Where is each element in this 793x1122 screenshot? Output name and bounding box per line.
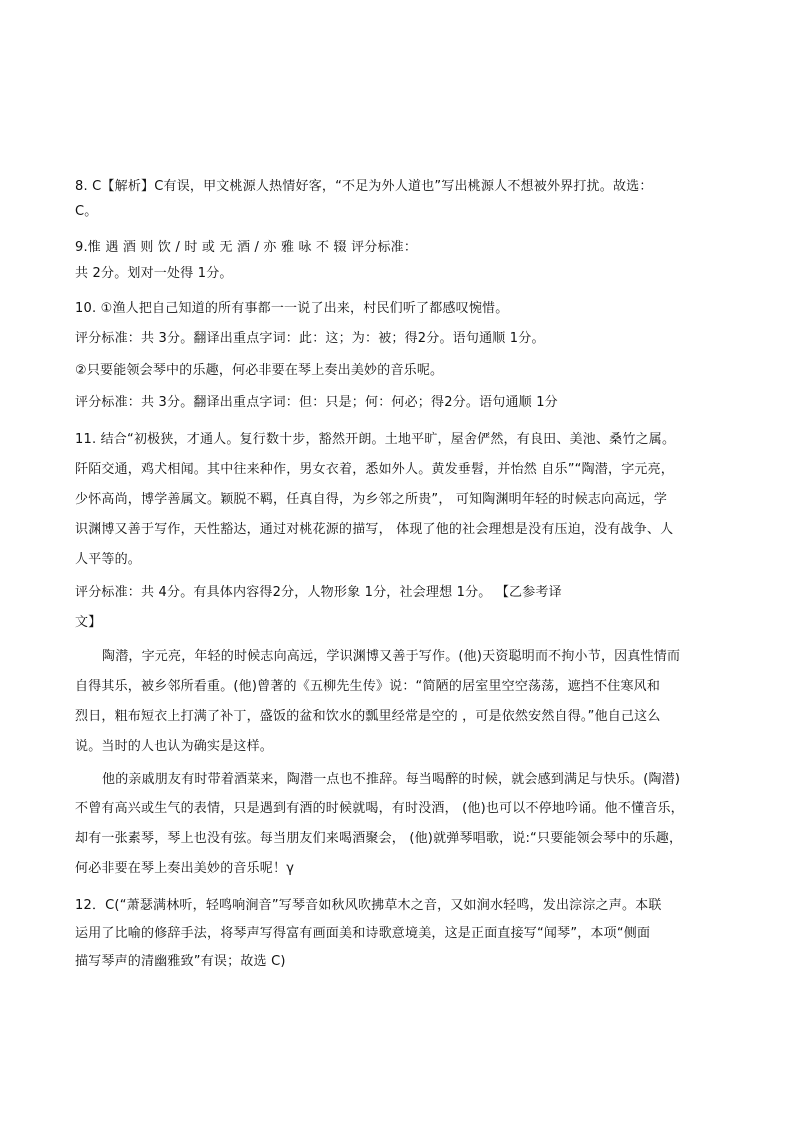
translation-p1-line-4: 说。当时的人也认为确实是这样。 bbox=[75, 739, 274, 754]
q11-line-6: 评分标准：共 4分。有具体内容得2分，人物形象 1分，社会理想 1分。 【乙参考译 bbox=[75, 585, 562, 600]
q8-line-1: 8. C【解析】C有误，甲文桃源人热情好客，“不足为外人道也”写出桃源人不想被外界打扰。故选： bbox=[75, 179, 653, 194]
q11-line-5: 人平等的。 bbox=[75, 552, 142, 567]
q11-line-2: 阡陌交通，鸡犬相闻。其中往来种作，男女衣着，悉如外人。黄发垂髫，并怡然 自乐”“陶潜，字元亮， bbox=[75, 462, 675, 477]
q11-line-3: 少怀高尚，博学善属文。颖脱不羁，任真自得，为乡邻之所贵”， 可知陶渊明年轻的时候志向高远，学 bbox=[75, 492, 668, 507]
translation-p1-line-1: 陶潜，字元亮，年轻的时候志向高远，学识渊博又善于写作。(他)天资聪明而不拘小节，因真性情而 bbox=[102, 649, 681, 664]
translation-p2-line-4: 何必非要在琴上奏出美妙的音乐呢！γ bbox=[75, 861, 295, 876]
q12-line-2: 运用了比喻的修辞手法，将琴声写得富有画面美和诗歌意境美，这是正面直接写“闻琴”，本项“侧面 bbox=[75, 926, 651, 941]
q8-line-2: C。 bbox=[75, 204, 98, 219]
translation-p2-line-3: 却有一张素琴，琴上也没有弦。每当朋友们来喝酒聚会， (他)就弹琴唱歌，说:“只要能领会琴中的乐趣， bbox=[75, 831, 683, 846]
q12-line-1: 12．C(“萧瑟满林听，轻鸣响涧音”写琴音如秋风吹拂草木之音，又如涧水轻鸣，发出淙淙之声。本联 bbox=[75, 898, 662, 913]
q10-line-4: 评分标准：共 3分。翻译出重点字词：但：只是；何：何必；得2分。语句通顺 1分 bbox=[75, 395, 558, 410]
translation-p2-line-2: 不曾有高兴或生气的表情，只是遇到有酒的时候就喝，有时没酒， (他)也可以不停地吟诵。他不懂音乐， bbox=[75, 801, 684, 816]
q10-line-2: 评分标准：共 3分。翻译出重点字词：此：这；为：被；得2分。语句通顺 1分。 bbox=[75, 331, 545, 346]
q10-line-1: 10. ①渔人把自己知道的所有事都一一说了出来，村民们听了都感叹惋惜。 bbox=[75, 301, 509, 316]
q11-line-7: 文】 bbox=[75, 615, 102, 630]
q11-line-4: 识渊博又善于写作，天性豁达，通过对桃花源的描写， 体现了他的社会理想是没有压迫，没有战争、人 bbox=[75, 522, 674, 537]
q12-line-3: 描写琴声的清幽雅致”有误；故选 C) bbox=[75, 954, 286, 969]
q10-line-3: ②只要能领会琴中的乐趣，何必非要在琴上奏出美妙的音乐呢。 bbox=[75, 363, 444, 378]
translation-p1-line-3: 烈日，粗布短衣上打满了补丁，盛饭的盆和饮水的瓢里经常是空的 ，可是依然安然自得。”他自己这么 bbox=[75, 709, 661, 724]
q9-line-1: 9.惟 遇 酒 则 饮 / 时 或 无 酒 / 亦 雅 咏 不 辍 评分标准： bbox=[75, 240, 418, 255]
q9-line-2: 共 2分。划对一处得 1分。 bbox=[75, 266, 233, 281]
translation-p1-line-2: 自得其乐，被乡邻所看重。(他)曾著的《五柳先生传》说：“简陋的居室里空空荡荡，遮挡不住寒风和 bbox=[75, 679, 661, 694]
q11-line-1: 11. 结合“初极狭，才通人。复行数十步，豁然开朗。土地平旷，屋舍俨然，有良田、美池、桑竹之属。 bbox=[75, 432, 676, 447]
translation-p2-line-1: 他的亲戚朋友有时带着酒菜来，陶潜一点也不推辞。每当喝醉的时候，就会感到满足与快乐。(陶潜) bbox=[102, 772, 681, 787]
